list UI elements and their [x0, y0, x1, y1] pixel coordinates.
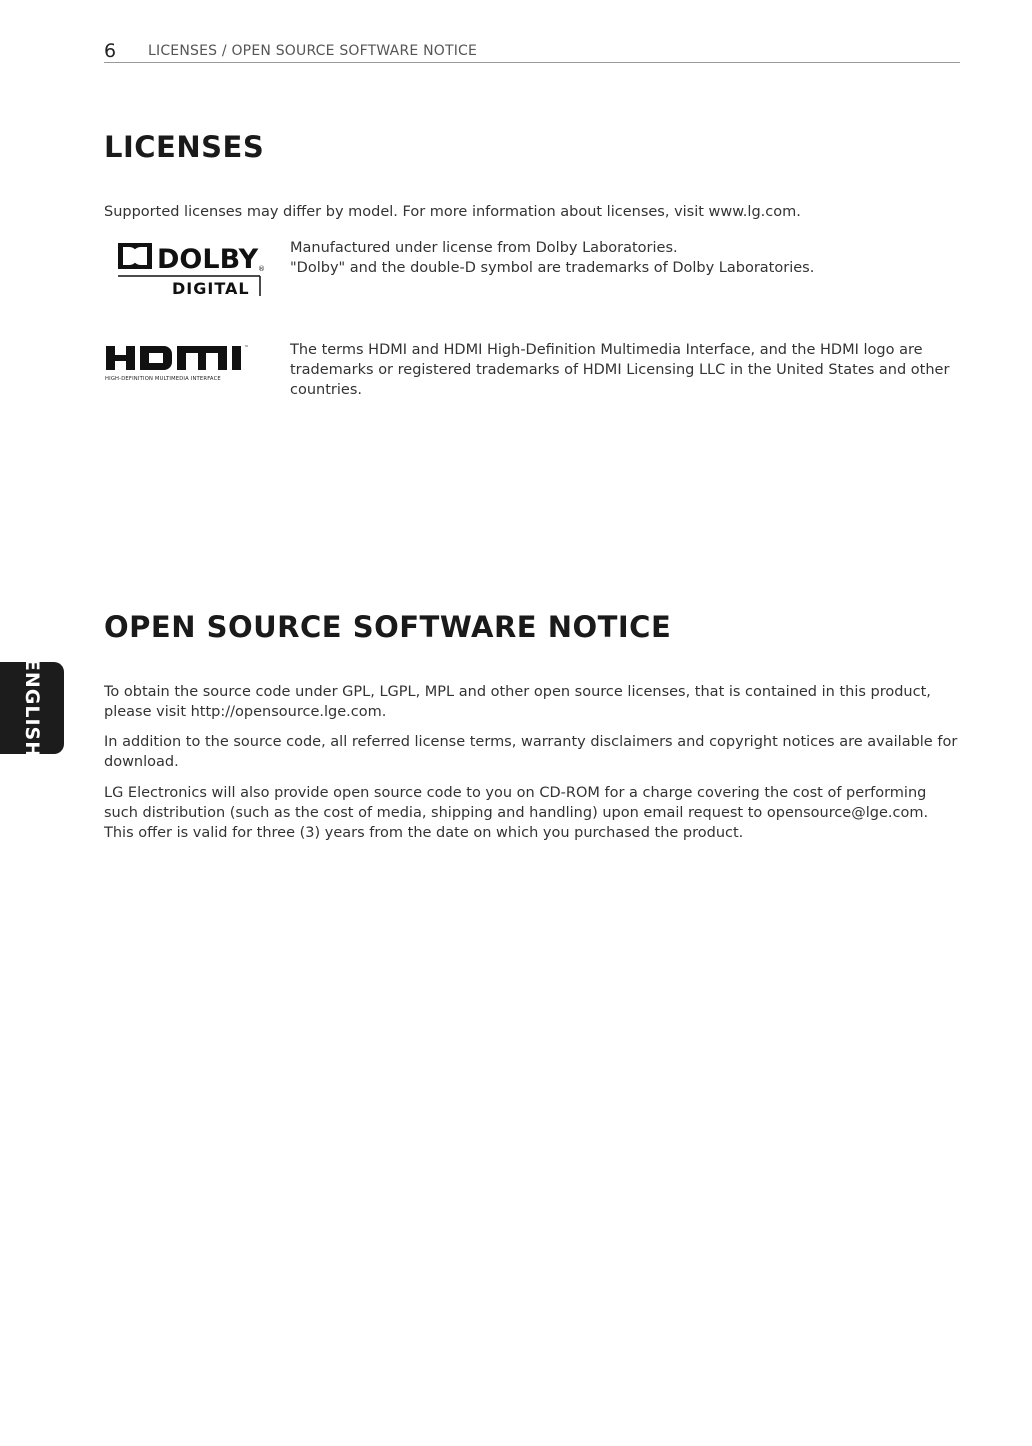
svg-text:®: ®	[258, 265, 265, 273]
language-tab-label: ENGLISH	[21, 657, 43, 759]
licenses-heading: LICENSES	[104, 130, 265, 164]
oss-heading: OPEN SOURCE SOFTWARE NOTICE	[104, 610, 672, 644]
hdmi-logo-sub: HIGH-DEFINITION MULTIMEDIA INTERFACE	[105, 376, 221, 382]
dolby-line-2: "Dolby" and the double-D symbol are trademarks of Dolby Laboratories.	[290, 260, 815, 276]
licenses-intro: Supported licenses may differ by model. For more information about licenses, visit www.lg.com.	[104, 204, 801, 220]
hdmi-license-text: The terms HDMI and HDMI High-Definition Multimedia Interface, and the HDMI logo are trademarks or registered trademarks of HDMI Licensing LLC in the United States and other countries.	[290, 342, 950, 398]
svg-text:™: ™	[244, 345, 249, 351]
page-header	[104, 38, 960, 63]
dolby-logo-word: DOLBY	[157, 244, 259, 275]
dolby-digital-logo	[117, 240, 267, 300]
page-number: 6	[104, 40, 117, 62]
dolby-license-text	[290, 238, 960, 278]
running-title: LICENSES / OPEN SOURCE SOFTWARE NOTICE	[148, 43, 478, 59]
oss-paragraph-2: In addition to the source code, all referred license terms, warranty disclaimers and copyright notices are available for download.	[104, 734, 958, 770]
hdmi-logo	[104, 340, 266, 384]
oss-paragraph-1: To obtain the source code under GPL, LGPL, MPL and other open source licenses, that is contained in this product, please visit http://opensource.lge.com.	[104, 684, 931, 720]
dolby-logo-sub: DIGITAL	[172, 279, 250, 298]
dolby-line-1: Manufactured under license from Dolby Laboratories.	[290, 240, 678, 256]
language-side-tab	[0, 657, 64, 759]
oss-paragraph-3: LG Electronics will also provide open source code to you on CD-ROM for a charge covering the cost of performing such distribution (such as the cost of media, shipping and handling) upon email request to opensource@lge.com. This offer is valid for three (3) years from the date on which you purchased the product.	[104, 785, 929, 841]
